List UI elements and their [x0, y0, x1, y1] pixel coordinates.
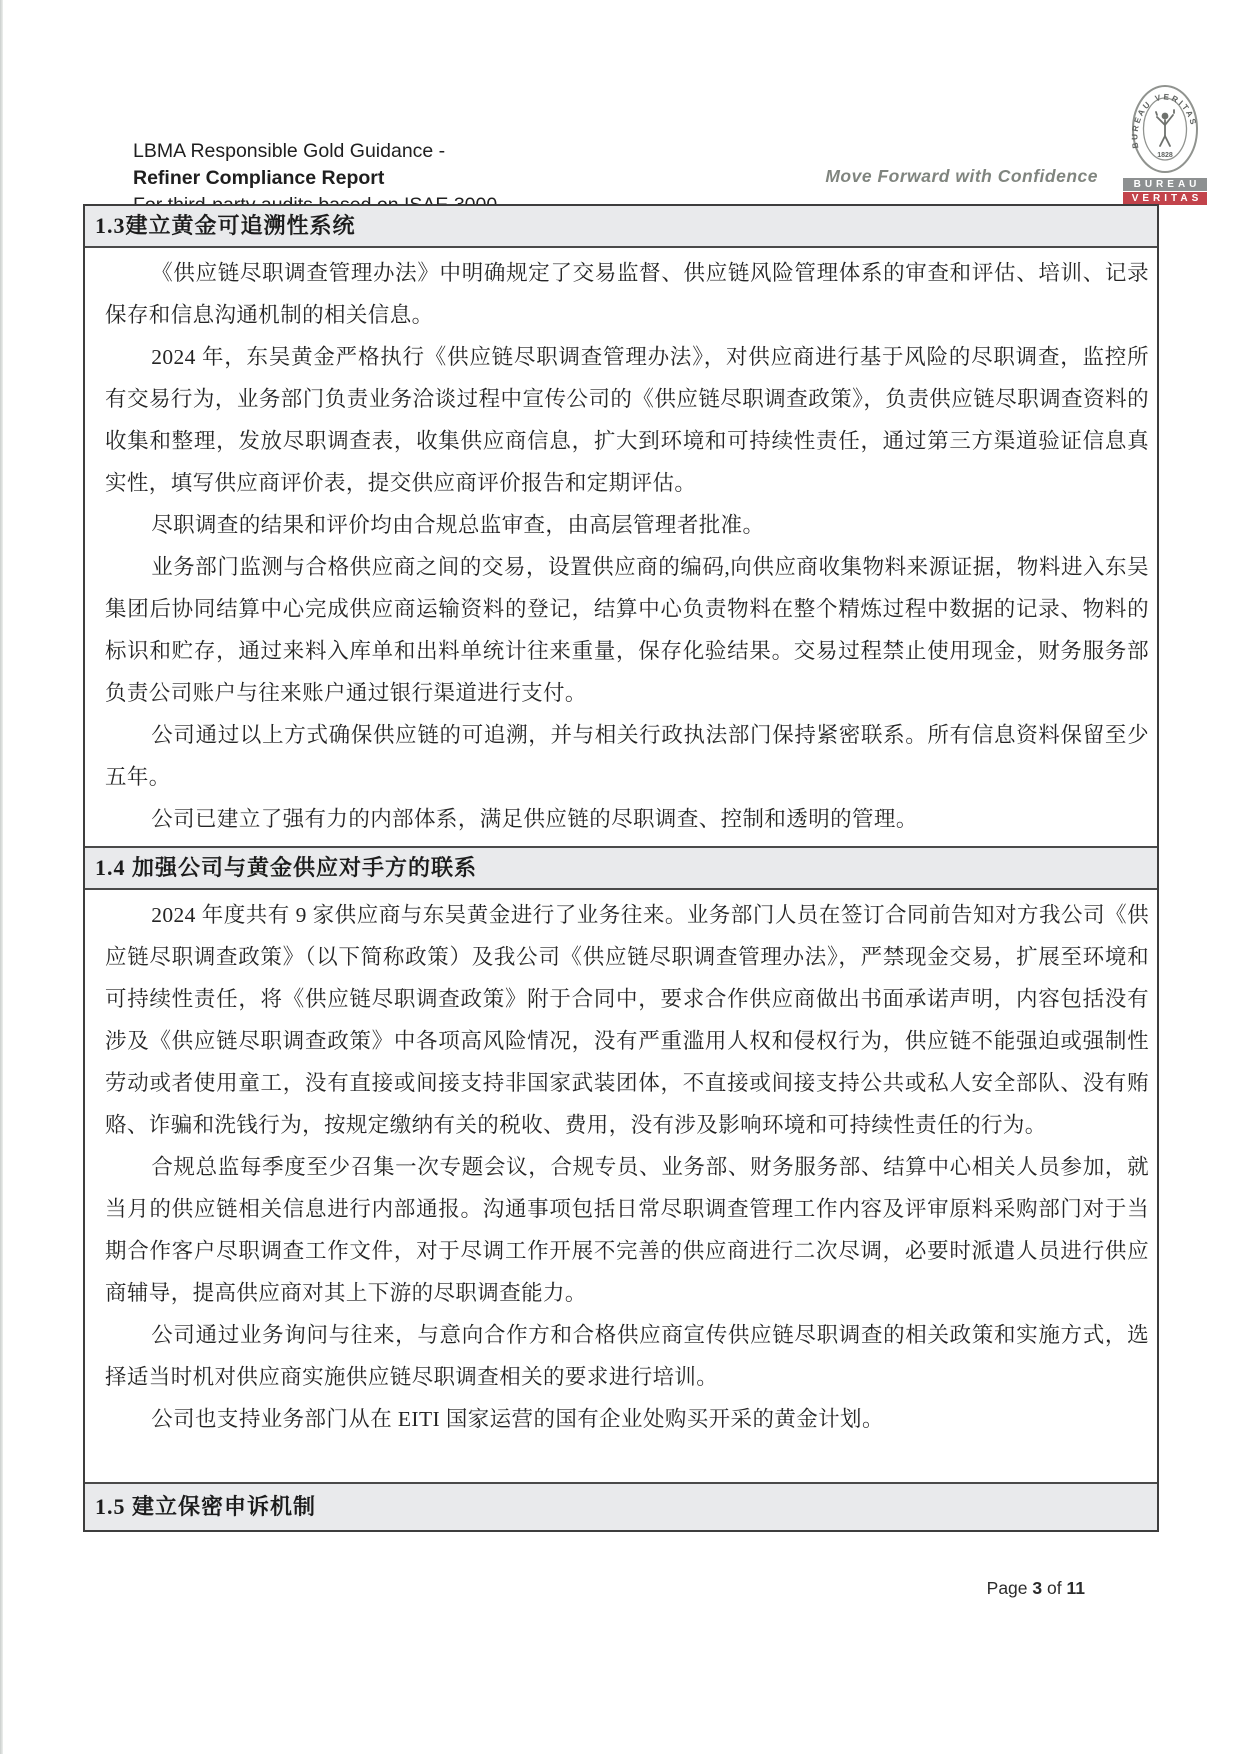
footer-page-label: Page: [986, 1578, 1028, 1598]
paragraph: 《供应链尽职调查管理办法》中明确规定了交易监督、供应链风险管理体系的审查和评估、培训、记录保存和信息沟通机制的相关信息。: [105, 261, 1149, 327]
footer-page-number: 3: [1032, 1578, 1043, 1598]
header-title-line2: Refiner Compliance Report: [133, 167, 385, 189]
paragraph: 公司通过以上方式确保供应链的可追溯，并与相关行政执法部门保持紧密联系。所有信息资料保留至少五年。: [105, 723, 1149, 789]
paragraph: 业务部门监测与合格供应商之间的交易，设置供应商的编码,向供应商收集物料来源证据，物料进入东吴集团后协同结算中心完成供应商运输资料的登记，结算中心负责物料在整个精炼过程中数据的记录、物料的标识和贮存，通过来料入库单和出料单统计往来重量，保存化验结果。交易过程禁止使用现金，财务服务部负责公司账户与往来账户通过银行渠道进行支付。: [105, 555, 1149, 705]
paragraph: 公司也支持业务部门从在 EITI 国家运营的国有企业处购买开采的黄金计划。: [151, 1407, 884, 1431]
brand-tagline: Move Forward with Confidence: [825, 166, 1098, 186]
paragraph: 公司已建立了强有力的内部体系，满足供应链的尽职调查、控制和透明的管理。: [151, 807, 918, 831]
section-heading-1-5: 1.5 建立保密申诉机制: [85, 1482, 1157, 1530]
paragraph: 公司通过业务询问与往来，与意向合作方和合格供应商宣传供应链尽职调查的相关政策和实施方式，选择适当时机对供应商实施供应链尽职调查相关的要求进行培训。: [105, 1323, 1149, 1389]
page-footer: [987, 1578, 1085, 1599]
paragraph: 2024 年度共有 9 家供应商与东吴黄金进行了业务往来。业务部门人员在签订合同前告知对方我公司《供应链尽职调查政策》（以下简称政策）及我公司《供应链尽职调查管理办法》，严禁现金交易，扩展至环境和可持续性责任，将《供应链尽职调查政策》附于合同中，要求合作供应商做出书面承诺声明，内容包括没有涉及《供应链尽职调查政策》中各项高风险情况，没有严重滥用人权和侵权行为，供应链不能强迫或强制性劳动或者使用童工，没有直接或间接支持非国家武装团体，不直接或间接支持公共或私人安全部队、没有贿赂、诈骗和洗钱行为，按规定缴纳有关的税收、费用，没有涉及影响环境和可持续性责任的行为。: [105, 903, 1149, 1137]
bureau-veritas-emblem-icon: [1122, 84, 1208, 178]
section-body-1-4: [85, 890, 1157, 1482]
logo-bar-veritas: VERITAS: [1123, 192, 1207, 205]
paragraph: 2024 年，东吴黄金严格执行《供应链尽职调查管理办法》，对供应商进行基于风险的尽职调查，监控所有交易行为，业务部门负责业务洽谈过程中宣传公司的《供应链尽职调查政策》，负责供应链尽职调查资料的收集和整理，发放尽职调查表，收集供应商信息，扩大到环境和可持续性责任，通过第三方渠道验证信息真实性，填写供应商评价表，提交供应商评价报告和定期评估。: [105, 345, 1149, 495]
emblem-arc-text: BUREAU VERITAS: [1130, 92, 1199, 150]
emblem-year: 1828: [1157, 152, 1173, 159]
emblem-figure-icon: [1156, 110, 1174, 146]
header-title-line1: LBMA Responsible Gold Guidance -: [133, 140, 446, 162]
section-body-1-3: [85, 248, 1157, 846]
paragraph: 尽职调查的结果和评价均由合规总监审查，由高层管理者批准。: [151, 513, 765, 537]
report-table: [83, 204, 1159, 1532]
section-heading-1-4: 1.4 加强公司与黄金供应对手方的联系: [85, 846, 1157, 890]
bureau-veritas-logo: [1122, 84, 1208, 205]
footer-of-label: of: [1047, 1578, 1062, 1598]
scan-artifact-left-edge: [0, 0, 3, 1754]
section-heading-1-3: 1.3建立黄金可追溯性系统: [85, 206, 1157, 248]
footer-page-total: 11: [1066, 1578, 1085, 1598]
paragraph: 合规总监每季度至少召集一次专题会议，合规专员、业务部、财务服务部、结算中心相关人员参加，就当月的供应链相关信息进行内部通报。沟通事项包括日常尽职调查管理工作内容及评审原料采购部门对于当期合作客户尽职调查工作文件，对于尽调工作开展不完善的供应商进行二次尽调，必要时派遣人员进行供应商辅导，提高供应商对其上下游的尽职调查能力。: [105, 1155, 1149, 1305]
logo-bar-bureau: BUREAU: [1123, 178, 1207, 191]
